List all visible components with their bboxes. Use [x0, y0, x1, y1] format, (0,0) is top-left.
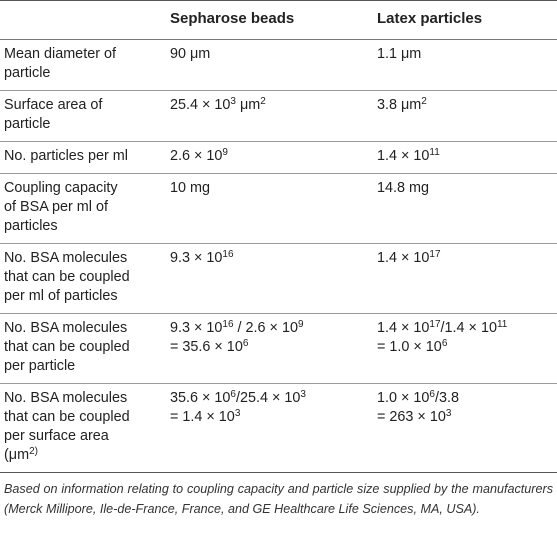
row-label-line: particle: [4, 65, 51, 81]
latex-value: [377, 174, 557, 244]
latex-value: [377, 314, 557, 384]
row-label-line: Surface area of: [4, 97, 103, 113]
row-label-line: that can be coupled: [4, 339, 130, 355]
value-line: [377, 249, 557, 268]
value-text: 9.3 × 10: [170, 320, 223, 336]
row-label-line: of BSA per ml of: [4, 199, 108, 215]
value-text: 1.0 × 10: [377, 390, 430, 406]
value-exponent: 3: [234, 408, 241, 419]
value-exponent: 11: [496, 319, 508, 330]
value-line: [170, 338, 377, 357]
table-row: [0, 174, 557, 244]
value-line: [377, 389, 557, 408]
value-exponent: 6: [230, 389, 236, 400]
row-label-line: Mean diameter of: [4, 46, 116, 62]
value-line: [377, 45, 557, 64]
value-line: [170, 45, 377, 64]
value-text: = 1.4 × 10: [170, 409, 235, 425]
row-label-line: that can be coupled: [4, 269, 130, 285]
row-label-line: [4, 446, 164, 465]
value-text: 35.6 × 10: [170, 390, 231, 406]
value-text: 1.4 × 10: [377, 250, 430, 266]
value-line: [170, 408, 377, 427]
value-exponent: 9: [222, 147, 228, 158]
row-label-line: No. BSA molecules: [4, 390, 128, 406]
table-row: [0, 384, 557, 473]
row-label-line: No. BSA molecules: [4, 250, 128, 266]
row-label-text: (μm: [4, 447, 30, 463]
row-label-line: Coupling capacity: [4, 180, 118, 196]
row-label: [0, 174, 170, 244]
value-line: [170, 389, 377, 408]
value-text: 25.4 × 10: [170, 97, 231, 113]
value-line: [170, 96, 377, 115]
header-latex-particles: Latex particles: [377, 1, 557, 40]
value-line: [377, 96, 557, 115]
row-label-line: No. particles per ml: [4, 148, 128, 164]
row-label-sup: 2): [29, 446, 38, 457]
table-body: [0, 40, 557, 473]
row-label-line: that can be coupled: [4, 409, 130, 425]
row-label: [0, 314, 170, 384]
sepharose-value: [170, 314, 377, 384]
value-exponent: 2: [421, 96, 427, 107]
row-label: [0, 91, 170, 142]
value-exponent: 9: [297, 319, 304, 330]
header-blank: [0, 1, 170, 40]
header-sepharose-beads: Sepharose beads: [170, 1, 377, 40]
value-line: [377, 319, 557, 338]
value-exponent: 11: [429, 147, 440, 158]
row-label: [0, 384, 170, 473]
value-text: / 2.6 × 10: [233, 320, 298, 336]
value-exponent: 16: [222, 249, 234, 260]
row-label-line: per surface area: [4, 428, 109, 444]
row-label: [0, 244, 170, 314]
row-label-line: particle: [4, 116, 51, 132]
value-line: [170, 179, 377, 198]
latex-value: [377, 244, 557, 314]
row-label: [0, 142, 170, 174]
table-row: [0, 142, 557, 174]
value-text: 14.8 mg: [377, 180, 429, 196]
value-line: [377, 179, 557, 198]
value-text: 10 mg: [170, 180, 210, 196]
sepharose-value: [170, 384, 377, 473]
value-text: 1.1 μm: [377, 46, 422, 62]
value-text: = 35.6 × 10: [170, 339, 243, 355]
value-exponent: 16: [222, 319, 234, 330]
sepharose-value: [170, 174, 377, 244]
row-label-line: No. BSA molecules: [4, 320, 128, 336]
value-text: /3.8: [434, 390, 459, 406]
value-exponent: 6: [429, 389, 435, 400]
value-text: 9.3 × 10: [170, 250, 223, 266]
row-label-line: per ml of particles: [4, 288, 118, 304]
value-exponent: 6: [242, 338, 249, 349]
value-text: 1.4 × 10: [377, 320, 430, 336]
value-exponent: 3: [445, 408, 452, 419]
value-line: [377, 338, 557, 357]
value-line: [170, 319, 377, 338]
value-exponent: 6: [441, 338, 448, 349]
value-exponent: 2: [260, 96, 266, 107]
latex-value: [377, 142, 557, 174]
sepharose-value: [170, 142, 377, 174]
value-text: μm: [235, 97, 261, 113]
sepharose-value: [170, 40, 377, 91]
value-line: [377, 147, 557, 166]
value-text: 2.6 × 10: [170, 148, 223, 164]
value-exponent: 17: [429, 319, 441, 330]
value-text: 1.4 × 10: [377, 148, 430, 164]
value-line: [170, 249, 377, 268]
table-header: [0, 1, 557, 40]
table-row: [0, 91, 557, 142]
value-exponent: 3: [230, 96, 236, 107]
latex-value: [377, 40, 557, 91]
latex-value: [377, 91, 557, 142]
value-text: 3.8 μm: [377, 97, 422, 113]
value-text: /25.4 × 10: [235, 390, 301, 406]
row-label: [0, 40, 170, 91]
value-text: = 263 × 10: [377, 409, 446, 425]
value-text: 90 μm: [170, 46, 211, 62]
table-row: [0, 314, 557, 384]
table-row: [0, 244, 557, 314]
value-line: [377, 408, 557, 427]
value-exponent: 3: [300, 389, 306, 400]
table-row: [0, 40, 557, 91]
value-line: [170, 147, 377, 166]
value-exponent: 17: [429, 249, 441, 260]
value-text: /1.4 × 10: [440, 320, 497, 336]
value-text: = 1.0 × 10: [377, 339, 442, 355]
latex-value: [377, 384, 557, 473]
row-label-line: particles: [4, 218, 58, 234]
table-footnote: Based on information relating to coupling capacity and particle size supplied by the manufacturers (Merck Millipore, Ile-de-France, France, and GE Healthcare Life Sciences, MA, USA).: [4, 482, 553, 516]
sepharose-value: [170, 244, 377, 314]
row-label-line: per particle: [4, 358, 76, 374]
sepharose-value: [170, 91, 377, 142]
